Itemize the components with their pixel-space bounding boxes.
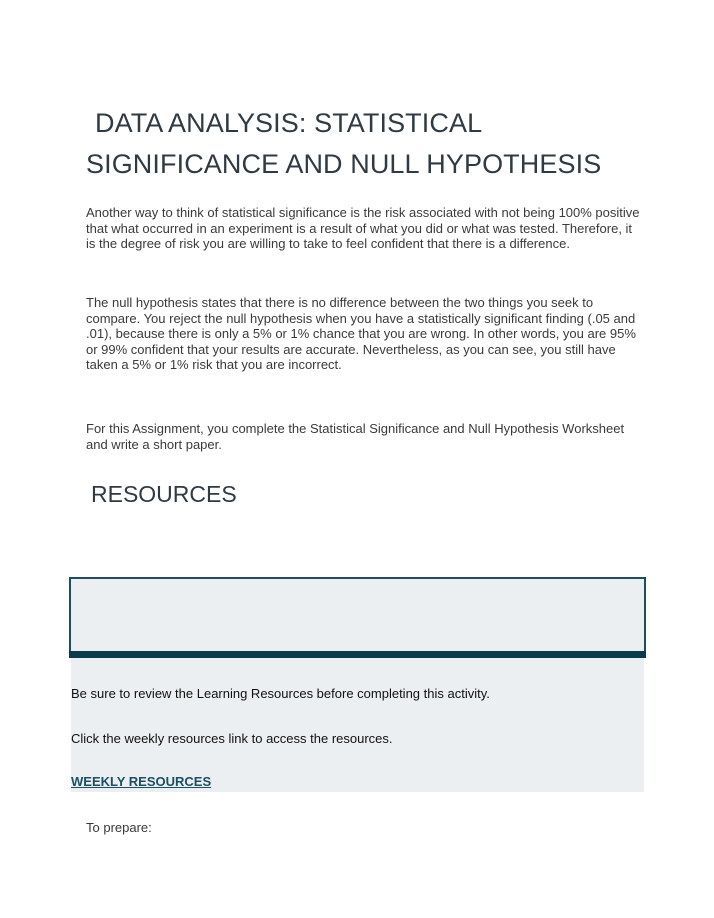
page-title-line-2: SIGNIFICANCE AND NULL HYPOTHESIS bbox=[86, 149, 602, 179]
page-title-line-1: DATA ANALYSIS: STATISTICAL bbox=[95, 108, 483, 138]
weekly-resources-link[interactable]: WEEKLY RESOURCES bbox=[71, 774, 212, 789]
callout-header-box bbox=[69, 577, 646, 651]
assignment-paragraph: For this Assignment, you complete the Statistical Significance and Null Hypothesis Worksheet and write a short paper. bbox=[86, 421, 625, 452]
review-resources-text: Be sure to review the Learning Resources before completing this activity. bbox=[71, 686, 490, 701]
to-prepare-label: To prepare: bbox=[86, 820, 152, 835]
click-link-instruction-text: Click the weekly resources link to access the resources. bbox=[71, 731, 393, 746]
page-title bbox=[86, 103, 686, 185]
resources-heading: RESOURCES bbox=[91, 481, 237, 507]
callout-body bbox=[71, 658, 644, 792]
resources-callout bbox=[69, 577, 646, 792]
callout-accent-bar bbox=[69, 651, 646, 658]
intro-paragraph-null-hypothesis: The null hypothesis states that there is no difference between the two things you seek to compare. You reject the null hypothesis when you have a statistically significant finding (.05 and .01), because there is only a 5% or 1% chance that you are wrong. In other words, you are 95% or 99% confident that your results are accurate. Nevertheless, as you can see, you still have taken a 5% or 1% risk that you are incorrect. bbox=[86, 295, 636, 373]
intro-paragraph-statistical-significance: Another way to think of statistical significance is the risk associated with not being 100% positive that what occurred in an experiment is a result of what you did or what was tested. Therefore, it is the degree of risk you are willing to take to feel confident that there is a difference. bbox=[86, 205, 640, 252]
